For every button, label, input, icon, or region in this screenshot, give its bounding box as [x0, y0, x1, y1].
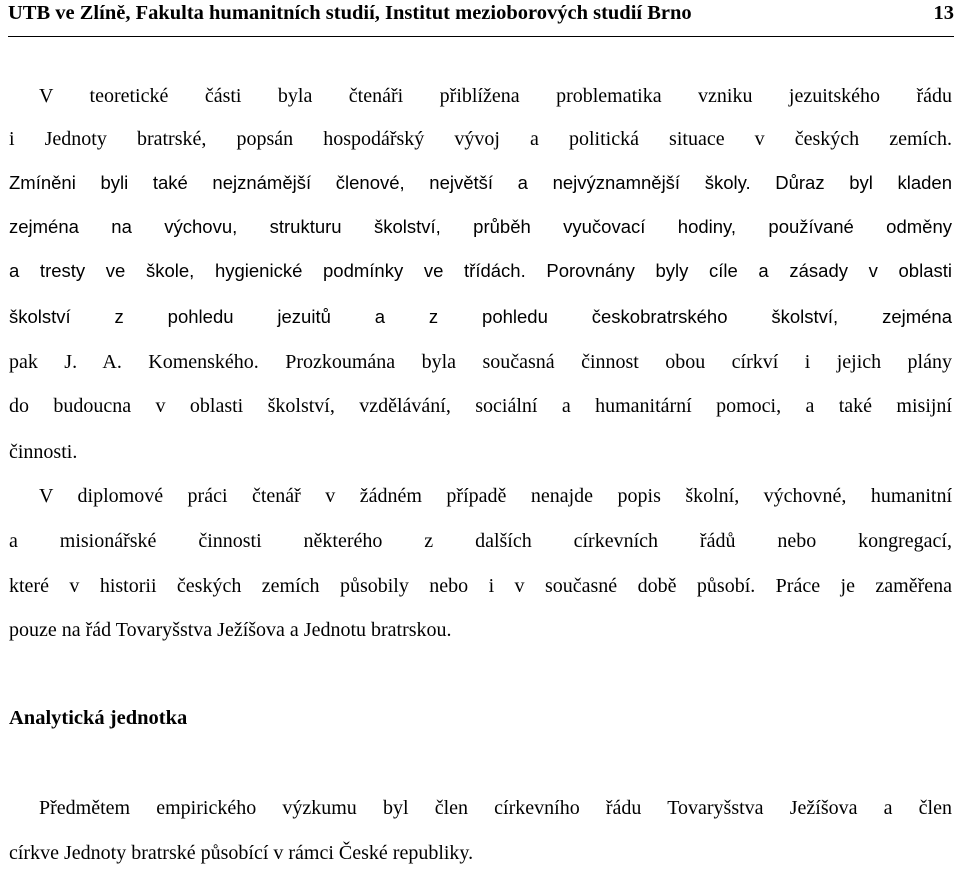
text-segment: Zmíněni byli také nejznámější členové, největší a nejvýznamnější školy. Důraz byl kladen: [9, 172, 952, 193]
text-line: školství z pohledu jezuitů a z pohledu českobratrského školství, zejména: [9, 306, 952, 327]
text-line: činnosti.: [9, 441, 78, 463]
text-line: které v historii českých zemích působily nebo i v současné době působí. Práce je zaměřena: [9, 575, 952, 597]
text-line: i Jednoty bratrské, popsán hospodářský vývoj a politická situace v českých zemích.: [9, 128, 952, 150]
section-heading: Analytická jednotka: [9, 707, 188, 729]
text-line: pouze na řád Tovaryšstva Ježíšova a Jednotu bratrskou.: [9, 619, 452, 641]
text-line: a misionářské činnosti některého z dalších církevních řádů nebo kongregací,: [9, 530, 952, 552]
text-line: a tresty ve škole, hygienické podmínky ve třídách. Porovnány byly cíle a zásady v oblasti: [9, 260, 952, 281]
text-line: zejména na výchovu, strukturu školství, průběh vyučovací hodiny, používané odměny: [9, 216, 952, 237]
text-line: V diplomové práci čtenář v žádném případě nenajde popis školní, výchovné, humanitní: [39, 485, 952, 507]
text-line: Předmětem empirického výzkumu byl člen církevního řádu Tovaryšstva Ježíšova a člen: [39, 797, 952, 819]
text-line: pak J. A. Komenského. Prozkoumána byla současná činnost obou církví i jejich plány: [9, 351, 952, 373]
text-line: církve Jednoty bratrské působící v rámci České republiky.: [9, 842, 474, 864]
text-line: [9, 171, 952, 195]
text-line: V teoretické části byla čtenáři přiblížena problematika vzniku jezuitského řádu: [39, 85, 952, 107]
header-title: UTB ve Zlíně, Fakulta humanitních studií, Institut mezioborových studií Brno: [8, 2, 692, 24]
page-number: 13: [933, 2, 954, 24]
text-line: do budoucna v oblasti školství, vzdělávání, sociální a humanitární pomoci, a také misijní: [9, 395, 952, 417]
page-header: [8, 0, 954, 37]
